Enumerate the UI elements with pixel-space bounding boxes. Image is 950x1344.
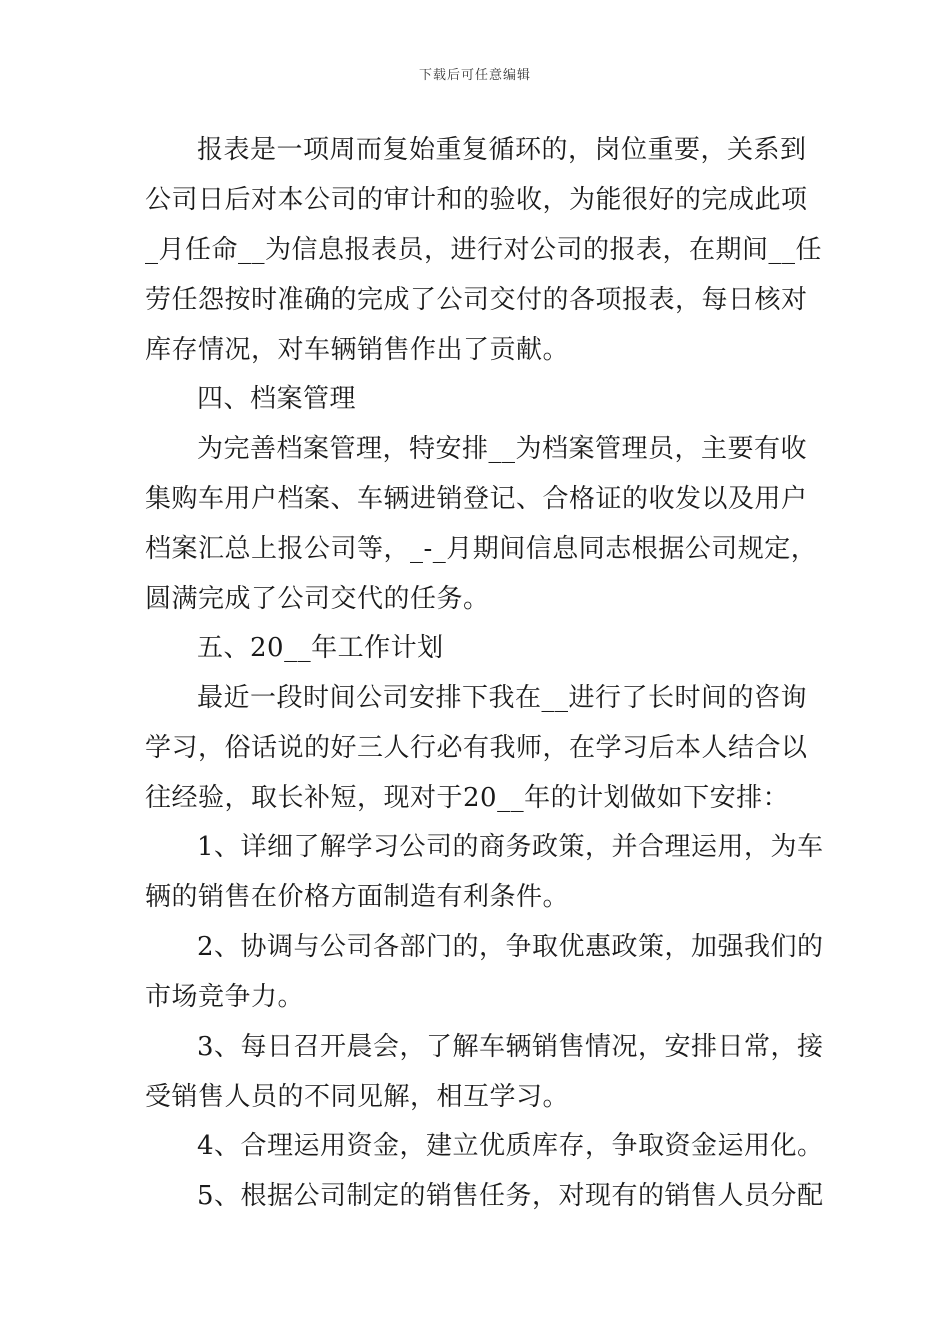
- list-item-line: 3、每日召开晨会，了解车辆销售情况，安排日常，接: [197, 1032, 824, 1062]
- paragraph-line: 劳任怨按时准确的完成了公司交付的各项报表，每日核对: [145, 285, 808, 315]
- paragraph-line: 为完善档案管理，特安排__为档案管理员，主要有收: [197, 434, 808, 464]
- list-item-line: 辆的销售在价格方面制造有利条件。: [145, 882, 570, 912]
- paragraph-line: 库存情况，对车辆销售作出了贡献。: [145, 335, 570, 365]
- paragraph-line: 公司日后对本公司的审计和的验收，为能很好的完成此项: [145, 185, 808, 215]
- section-heading: 四、档案管理: [197, 384, 357, 414]
- paragraph-line: 最近一段时间公司安排下我在__进行了长时间的咨询: [197, 683, 808, 713]
- list-item-line: 受销售人员的不同见解，相互学习。: [145, 1082, 570, 1112]
- paragraph-line: 报表是一项周而复始重复循环的，岗位重要，关系到: [197, 135, 807, 165]
- header-note: 下载后可任意编辑: [418, 68, 531, 83]
- list-item-line: 4、合理运用资金，建立优质库存，争取资金运用化。: [197, 1131, 824, 1161]
- list-item-line: 1、详细了解学习公司的商务政策，并合理运用，为车: [197, 832, 824, 862]
- paragraph-line: 学习，俗话说的好三人行必有我师，在学习后本人结合以: [145, 733, 808, 763]
- paragraph-line: _月任命__为信息报表员，进行对公司的报表，在期间__任: [145, 235, 823, 265]
- list-item-line: 5、根据公司制定的销售任务，对现有的销售人员分配: [197, 1181, 824, 1211]
- section-heading: 五、20__年工作计划: [197, 633, 444, 663]
- paragraph-line: 档案汇总上报公司等，_-_月期间信息同志根据公司规定，: [145, 534, 818, 564]
- paragraph-line: 往经验，取长补短，现对于20__年的计划做如下安排：: [145, 783, 790, 813]
- paragraph-line: 圆满完成了公司交代的任务。: [145, 584, 490, 614]
- list-item-line: 2、协调与公司各部门的，争取优惠政策，加强我们的: [197, 932, 824, 962]
- list-item-line: 市场竞争力。: [145, 982, 305, 1012]
- paragraph-line: 集购车用户档案、车辆进销登记、合格证的收发以及用户: [145, 484, 808, 514]
